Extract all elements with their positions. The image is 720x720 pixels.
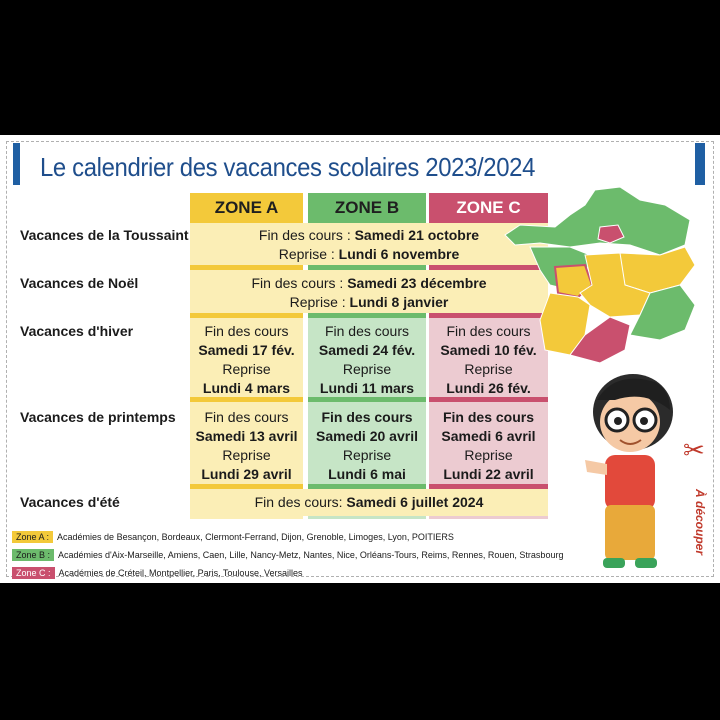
noel-reprise: Reprise : Lundi 8 janvier xyxy=(289,294,449,310)
scissors-icon: ✂ xyxy=(683,435,705,465)
row-separator xyxy=(190,313,548,318)
map-zone-b-north xyxy=(505,187,690,255)
cut-label: À découper xyxy=(693,488,707,555)
hiver-zone-c-cell: Fin des cours Samedi 10 fév. Reprise Lundi 26 fév. xyxy=(440,323,537,396)
ete-label: Vacances d'été xyxy=(20,494,120,510)
legend-text-c: Académies de Créteil, Montpellier, Paris, Toulouse, Versailles xyxy=(58,568,303,578)
hiver-zone-b-cell: Fin des cours Samedi 24 fév. Reprise Lundi 11 mars xyxy=(318,323,416,396)
ete-fin: Fin des cours: Samedi 6 juillet 2024 xyxy=(254,494,484,510)
zone-b-header: ZONE B xyxy=(308,193,426,223)
legend-zone-b xyxy=(12,545,563,563)
boy-illustration xyxy=(575,360,690,582)
calendar-card xyxy=(0,135,720,583)
legend-zone-a xyxy=(12,527,454,545)
title-box xyxy=(13,143,695,185)
france-zone-map xyxy=(500,185,700,375)
legend-tag-a: Zone A : xyxy=(12,531,53,543)
toussaint-fin: Fin des cours : Samedi 21 octobre xyxy=(258,227,480,243)
legend-zone-c xyxy=(12,563,302,581)
toussaint-label: Vacances de la Toussaint xyxy=(20,227,189,243)
row-separator xyxy=(190,484,548,489)
hiver-label: Vacances d'hiver xyxy=(20,323,134,339)
zone-c-header: ZONE C xyxy=(429,193,548,223)
legend-tag-c: Zone C : xyxy=(12,567,55,579)
row-separator xyxy=(190,265,548,270)
hiver-zone-a-cell: Fin des cours Samedi 17 fév. Reprise Lundi 4 mars xyxy=(198,323,295,396)
noel-fin: Fin des cours : Samedi 23 décembre xyxy=(251,275,487,291)
printemps-label: Vacances de printemps xyxy=(20,409,176,425)
printemps-zone-a-cell: Fin des cours Samedi 13 avril Reprise Lundi 29 avril xyxy=(195,409,298,482)
toussaint-reprise: Reprise : Lundi 6 novembre xyxy=(278,246,460,262)
zone-a-header: ZONE A xyxy=(190,193,303,223)
legend-text-a: Académies de Besançon, Bordeaux, Clermont-Ferrand, Dijon, Grenoble, Limoges, Lyon, POITIERS xyxy=(57,532,454,542)
noel-label: Vacances de Noël xyxy=(20,275,139,291)
legend-tag-b: Zone B : xyxy=(12,549,54,561)
legend-text-b: Académies d'Aix-Marseille, Amiens, Caen, Lille, Nancy-Metz, Nantes, Nice, Orléans-Tours, Reims, Rennes, Rouen, Strasbourg xyxy=(58,550,564,560)
page-title: Le calendrier des vacances scolaires 2023/2024 xyxy=(40,152,536,182)
printemps-zone-b-cell: Fin des cours Samedi 20 avril Reprise Lundi 6 mai xyxy=(316,409,418,482)
printemps-zone-c-cell: Fin des cours Samedi 6 avril Reprise Lundi 22 avril xyxy=(441,409,536,482)
